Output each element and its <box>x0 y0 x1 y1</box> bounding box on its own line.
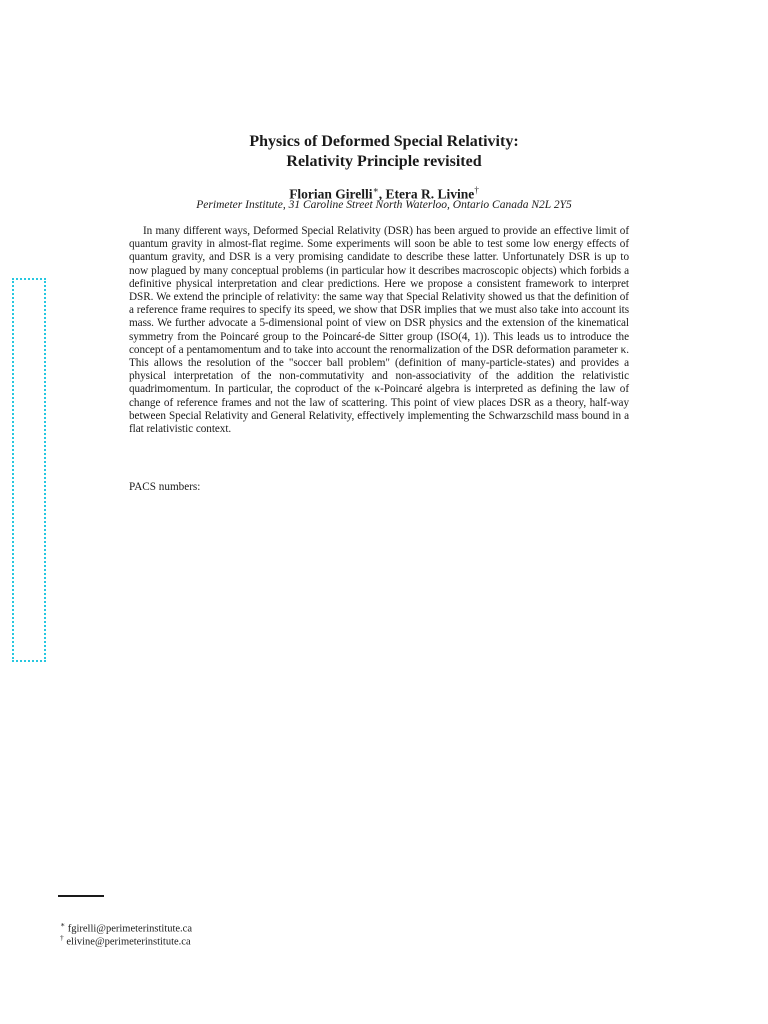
footnote-2 <box>60 931 191 949</box>
paper-title-line-2: Relativity Principle revisited <box>286 153 482 170</box>
affiliation: Perimeter Institute, 31 Caroline Street North Waterloo, Ontario Canada N2L 2Y5 <box>196 199 572 211</box>
author-1-mark: ∗ <box>372 185 379 195</box>
footnote-1-email: fgirelli@perimeterinstitute.ca <box>67 923 192 935</box>
pacs-numbers: PACS numbers: <box>129 481 201 493</box>
abstract: In many different ways, Deformed Special Relativity (DSR) has been argued to provide an effective limit of quantum gravity in almost-flat regime. Some experiments will soon be able to test some low energy effects of quantum gravity, and DSR is a very promising candidate to describe these latter. Unfortunately DSR is up to now plagued by many conceptual problems (in particular how it describes macroscopic objects) which forbids a definitive physical interpretation and clear predictions. Here we propose a consistent framework to interpret DSR. We extend the principle of relativity: the same way that Special Relativity showed us that the definition of a reference frame requires to specify its speed, we show that DSR implies that we must also take into account its mass. We further advocate a 5-dimensional point of view on DSR physics and the extension of the kinematical symmetry from the Poincaré group to the Poincaré-de Sitter group (ISO(4, 1)). This leads us to introduce the concept of a pentamomentum and to take into account the renormalization of the DSR deformation parameter κ. This allows the resolution of the "soccer ball problem" (definition of many-particle-states) and provides a physical interpretation of the non-commutativity and non-associativity of the addition the relativistic quadrimomentum. In particular, the coproduct of the κ-Poincaré algebra is interpreted as defining the law of change of reference frames and not the law of scattering. This point of view places DSR as a theory, half-way between Special Relativity and General Relativity, effectively implementing the Schwarzschild mass bound in a flat relativistic context. <box>129 225 629 436</box>
arxiv-stamp-box <box>12 278 46 662</box>
author-2-mark: † <box>474 185 479 195</box>
paper-title-line-1: Physics of Deformed Special Relativity: <box>249 133 519 150</box>
author-separator: , <box>378 186 386 202</box>
footnote-2-email: elivine@perimeterinstitute.ca <box>66 936 191 948</box>
author-1: Florian Girelli <box>289 186 373 202</box>
author-2: Etera R. Livine <box>385 186 475 202</box>
footnote-rule <box>58 895 104 897</box>
footnote-2-mark: † <box>60 933 64 942</box>
footnote-1-mark: ∗ <box>60 920 66 929</box>
